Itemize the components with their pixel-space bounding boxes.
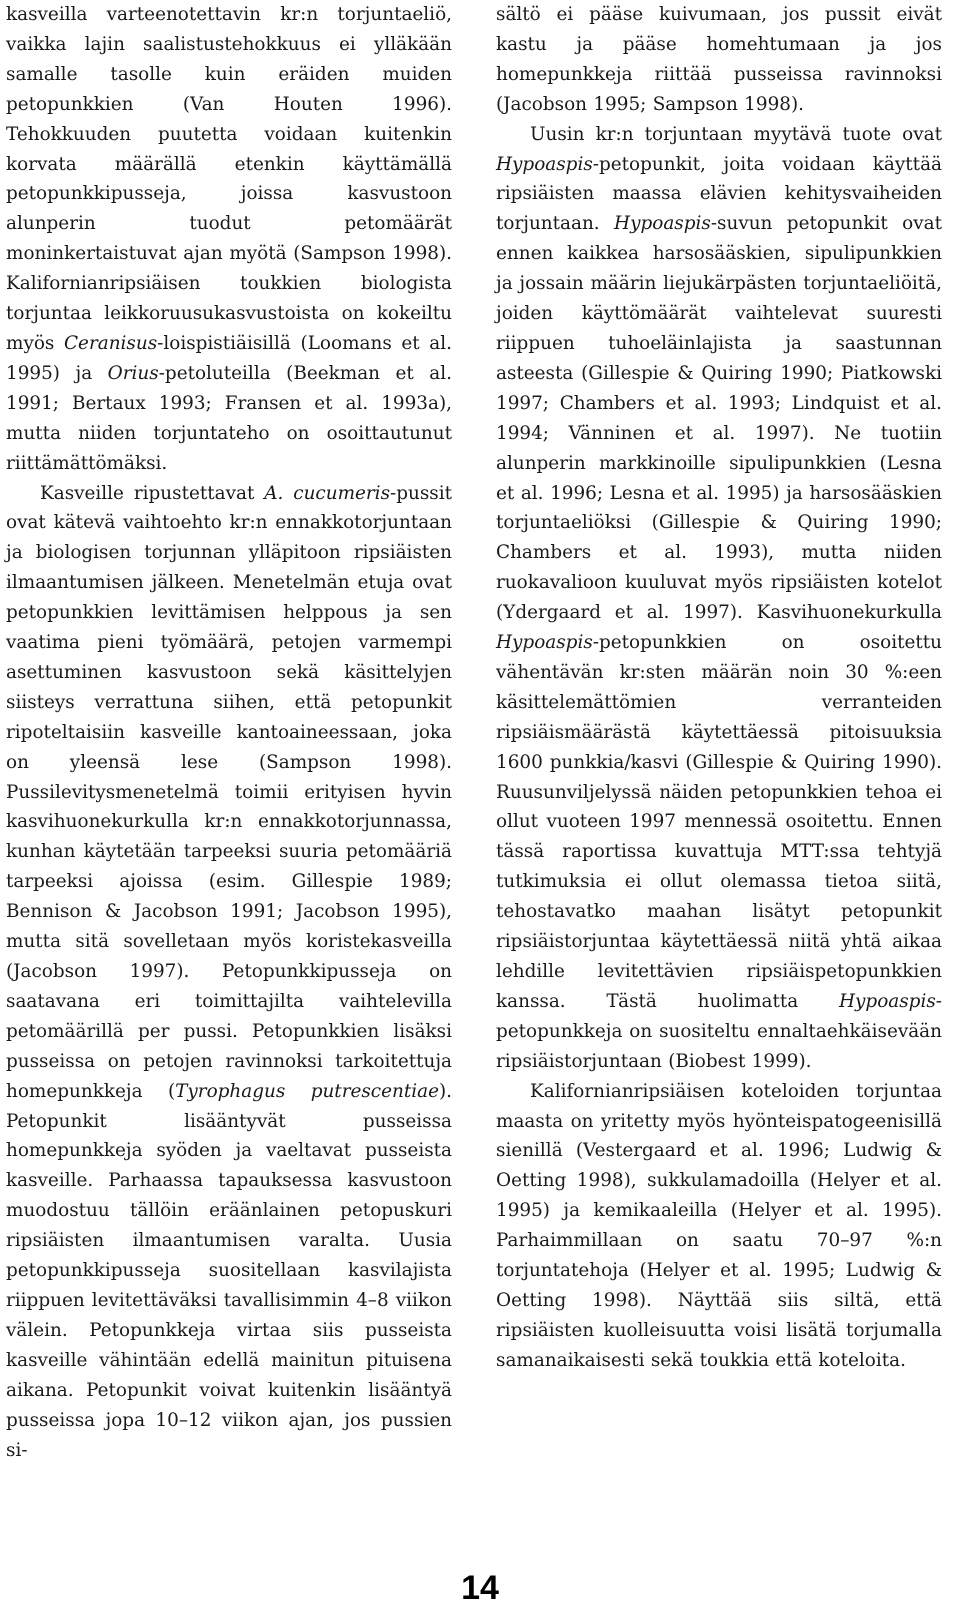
- paragraph: Kalifornianripsiäisen koteloiden torjuntaa maasta on yritetty myös hyönteispatogeenisillä sienillä (Vestergaard et al. 1996; Ludwig & Oetting 1998), sukkulamadoilla (Helyer et al. 1995) ja kemikaaleilla (Helyer et al. 1995). Parhaimmillaan on saatu 70–97 %:n torjuntatehoja (Helyer et al. 1995; Ludwig & Oetting 1998). Näyttää siis siltä, että ripsiäisten kuolleisuutta voisi lisätä torjumalla samanaikaisesti sekä toukkia että koteloita.: [496, 1080, 942, 1371]
- right-column: [496, 0, 942, 1376]
- paragraph: kasveilla varteenotettavin kr:n torjuntaeliö, vaikka lajin saalistustehokkuus ei ylläkään samalle tasolle kuin eräiden muiden petopunkkien (Van Houten 1996). Tehokkuuden puutetta voidaan kuitenkin korvata määrällä etenkin käyttämällä petopunkkipusseja, joissa kasvustoon alunperin tuodut petomäärät moninkertaistuvat ajan myötä (Sampson 1998). Kalifornianripsiäisen toukkien biologista torjuntaa leikkoruusukasvustoista on kokeiltu myös Ceranisus-loispistiäisillä (Loomans et al. 1995) ja Orius-petoluteilla (Beekman et al. 1991; Bertaux 1993; Fransen et al. 1993a), mutta niiden torjuntateho on osoittautunut riittämättömäksi.: [6, 4, 453, 474]
- paragraph: Kasveille ripustettavat A. cucumeris-pussit ovat kätevä vaihtoehto kr:n ennakkotorjuntaan ja biologisen torjunnan ylläpitoon ripsiäisten ilmaantumisen jälkeen. Menetelmän etuja ovat petopunkkien levittämisen helppous ja sen vaatima pieni työmäärä, petojen varmempi asettuminen kasvustoon sekä käsittelyjen siisteys verrattuna siihen, että petopunkit ripoteltaisiin kasveille kantoaineessaan, joka on yleensä lese (Sampson 1998). Pussilevitysmenetelmä toimii erityisen hyvin kasvihuonekurkulla kr:n ennakkotorjunnassa, kunhan käytetään tarpeeksi suuria petomääriä tarpeeksi ajoissa (esim. Gillespie 1989; Bennison & Jacobson 1991; Jacobson 1995), mutta sitä sovelletaan myös koristekasveilla (Jacobson 1997). Petopunkkipusseja on saatavana eri toimittajilta vaihtelevilla petomäärillä per pussi. Petopunkkien lisäksi pusseissa on petojen ravinnoksi tarkoitettuja homepunkkeja (Tyrophagus putrescentiae). Petopunkit lisääntyvät pusseissa homepunkkeja syöden ja vaeltavat pusseista kasveille. Parhaassa tapauksessa kasvustoon muodostuu tällöin eräänlainen petopuskuri ripsiäisten ilmaantumisen varalta. Uusia petopunkkipusseja suositellaan kasvilajista riippuen levitettäväksi tavallisimmin 4–8 viikon välein. Petopunkkeja virtaa siis pusseista kasveille vähintään edellä mainitun pituisena aikana. Petopunkit voivat kuitenkin lisääntyä pusseissa jopa 10–12 viikon ajan, jos pussien si-: [6, 482, 452, 1461]
- paragraph: Uusin kr:n torjuntaan myytävä tuote ovat Hypoaspis-petopunkit, joita voidaan käyttää ripsiäisten maassa elävien kehitysvaiheiden torjuntaan. Hypoaspis-suvun petopunkit ovat ennen kaikkea harsosääskien, sipulipunkkien ja jossain määrin liejukärpästen torjuntaeliöitä, joiden käyttömäärät vaihtelevat suuresti riippuen tuhoeläinlajista ja saastunnan asteesta (Gillespie & Quiring 1990; Piatkowski 1997; Chambers et al. 1993; Lindquist et al. 1994; Vänninen et al. 1997). Ne tuotiin alunperin markkinoille sipulipunkkien (Lesna et al. 1996; Lesna et al. 1995) ja harsosääskien torjuntaeliöksi (Gillespie & Quiring 1990; Chambers et al. 1993), mutta niiden ruokavalioon kuuluvat myös ripsiäisten kotelot (Ydergaard et al. 1997). Kasvihuonekurkulla Hypoaspis-petopunkkien on osoitettu vähentävän kr:sten määrän noin 30 %:een käsittelemättömien verranteiden ripsiäismäärästä käytettäessä pitoisuuksia 1600 punkkia/kasvi (Gillespie & Quiring 1990). Ruusunviljelyssä näiden petopunkkien tehoa ei ollut vuoteen 1997 mennessä osoitettu. Ennen tässä raportissa kuvattuja MTT:ssa tehtyjä tutkimuksia ei ollut olemassa tietoa siitä, tehostavatko maahan lisätyt petopunkit ripsiäistorjuntaa käytettäessä niitä yhtä aikaa lehdille levitettävien ripsiäispetopunkkien kanssa. Tästä huolimatta Hypoaspis-petopunkkeja on suositeltu ennaltaehkäisevään ripsiäistorjuntaan (Biobest 1999).: [496, 123, 942, 1072]
- left-column: [6, 0, 452, 1465]
- page-number: 14: [461, 1569, 499, 1607]
- paragraph: sältö ei pääse kuivumaan, jos pussit eivät kastu ja pääse homehtumaan ja jos homepunkkeja riittää pusseissa ravinnoksi (Jacobson 1995; Sampson 1998).: [496, 4, 942, 115]
